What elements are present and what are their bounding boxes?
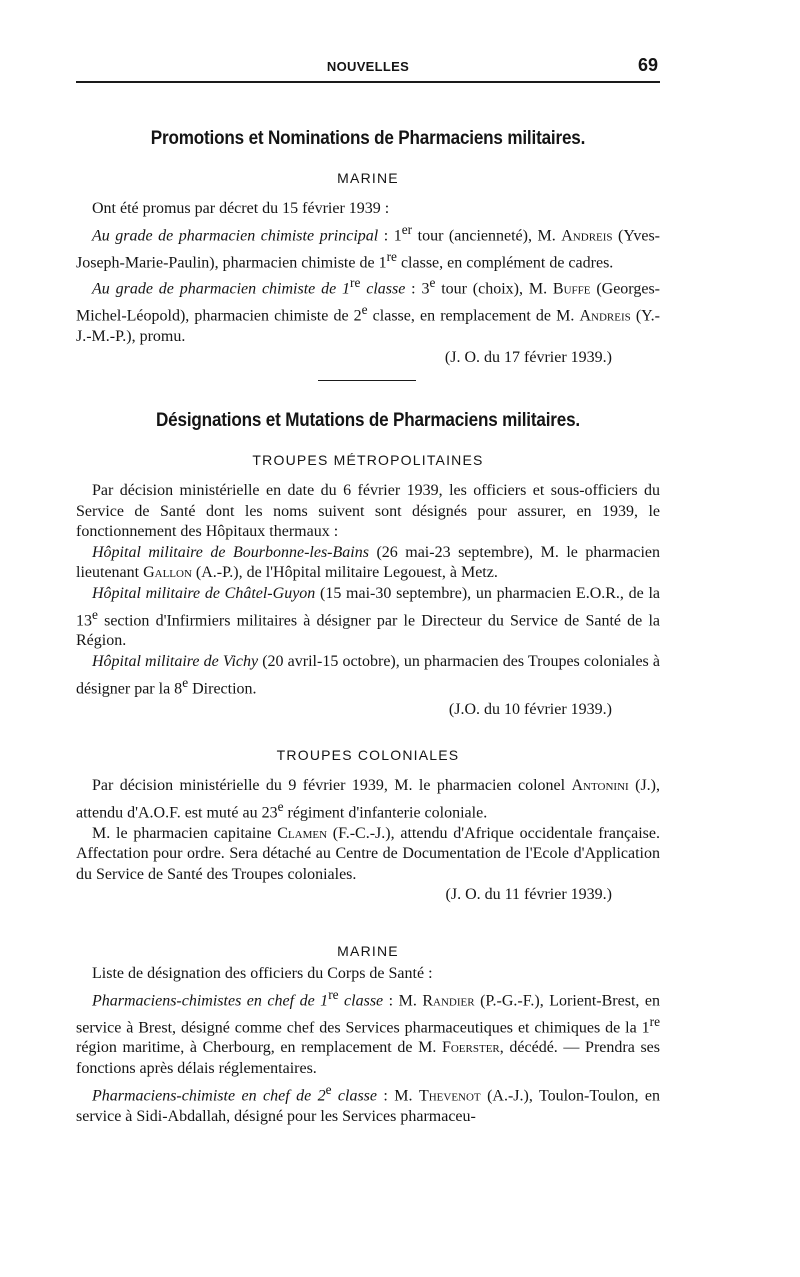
thevenot-paragraph: Pharmaciens-chimiste en chef de 2e classe : M. Thevenot (A.-J.), Toulon-Toulon, en service à Sidi-Abdallah, désigné pour les Services pharmaceu-: [76, 1081, 661, 1125]
vichy-paragraph: Hôpital militaire de Vichy (20 avril-15 octobre), un pharmacien des Troupes coloniales à désigner par la 8e Direction.: [76, 653, 660, 697]
person-name: Clamen: [277, 824, 328, 842]
section-divider: [318, 380, 416, 381]
person-name: Andreis: [579, 307, 631, 325]
journal-page: [76, 0, 660, 1277]
person-name: Randier: [422, 991, 475, 1009]
randier-paragraph: Pharmaciens-chimistes en chef de 1re classe : M. Randier (P.-G.-F.), Lorient-Brest, en service à Brest, désigné comme chef des Services pharmaceutiques et chimiques de la 1re région maritime, à Cherbourg, en remplacement de M. Foerster, décédé. — Prendra ses fonctions après délais réglementaires.: [76, 986, 661, 1078]
metropolitaines-subhead: TROUPES MÉTROPOLITAINES: [252, 452, 484, 468]
promotions-source: (J. O. du 17 février 1939.): [444, 348, 612, 366]
marine-intro: Liste de désignation des officiers du Corps de Santé :: [92, 965, 433, 982]
person-name: Antonini: [571, 777, 629, 794]
person-name: Foerster: [441, 1039, 500, 1057]
bourbonne-paragraph: Hôpital militaire de Bourbonne-les-Bains (26 mai-23 septembre), M. le pharmacien lieutenant Gallon (A.-P.), de l'Hôpital militaire Legouest, à Metz.: [76, 543, 661, 582]
clamen-paragraph: M. le pharmacien capitaine Clamen (F.-C.-J.), attendu d'Afrique occidentale française. Affectation pour ordre. Sera détaché au Centre de Documentation de l'Ecole d'Application du Service de Santé des Troupes coloniales.: [76, 824, 661, 883]
promotions-intro: Ont été promus par décret du 15 février 1939 :: [92, 200, 390, 217]
person-name: Buffe: [552, 280, 591, 298]
person-name: Andreis: [561, 226, 613, 244]
chatel-guyon-paragraph: Hôpital militaire de Châtel-Guyon (15 mai-30 septembre), un pharmacien E.O.R., de la 13e section d'Infirmiers militaires à désigner par le Directeur du Service de Santé de la Région.: [76, 584, 661, 650]
person-name: Thevenot: [418, 1086, 481, 1104]
marine-subhead: MARINE: [337, 943, 399, 959]
promotions-title: Promotions et Nominations de Pharmaciens militaires.: [150, 128, 586, 149]
antonini-paragraph: Par décision ministérielle du 9 février 1939, M. le pharmacien colonel Antonini (J.), attendu d'A.O.F. est muté au 23e régiment d'infanterie coloniale.: [76, 777, 661, 821]
promotions-paragraph-andreis: Au grade de pharmacien chimiste principal : 1er tour (ancienneté), M. Andreis (Yves-Joseph-Marie-Paulin), pharmacien chimiste de 1re classe, en complément de cadres.: [76, 221, 660, 271]
metropolitaines-body: [76, 481, 660, 720]
page-number: 69: [637, 55, 658, 75]
running-head: NOUVELLES: [326, 59, 410, 74]
page-header: [76, 57, 660, 83]
person-name: Gallon: [143, 564, 192, 582]
promotions-subhead: MARINE: [337, 170, 399, 186]
promotions-body: [76, 199, 660, 368]
marine-body: [76, 964, 660, 1127]
designations-title: Désignations et Mutations de Pharmaciens militaires.: [156, 410, 580, 431]
coloniales-body: [76, 776, 660, 906]
metropolitaines-source: (J.O. du 10 février 1939.): [448, 700, 612, 718]
coloniales-subhead: TROUPES COLONIALES: [276, 747, 460, 763]
coloniales-source: (J. O. du 11 février 1939.): [445, 886, 612, 904]
promotions-paragraph-buffe: Au grade de pharmacien chimiste de 1re classe : 3e tour (choix), M. Buffe (Georges-Michel-Léopold), pharmacien chimiste de 2e classe, en remplacement de M. Andreis (Y.-J.-M.-P.), promu.: [76, 275, 661, 346]
metropolitaines-intro: Par décision ministérielle en date du 6 février 1939, les officiers et sous-officiers du Service de Santé dont les noms suivent sont désignés pour assurer, en 1939, le fonctionnement des Hôpitaux thermaux :: [76, 482, 660, 541]
